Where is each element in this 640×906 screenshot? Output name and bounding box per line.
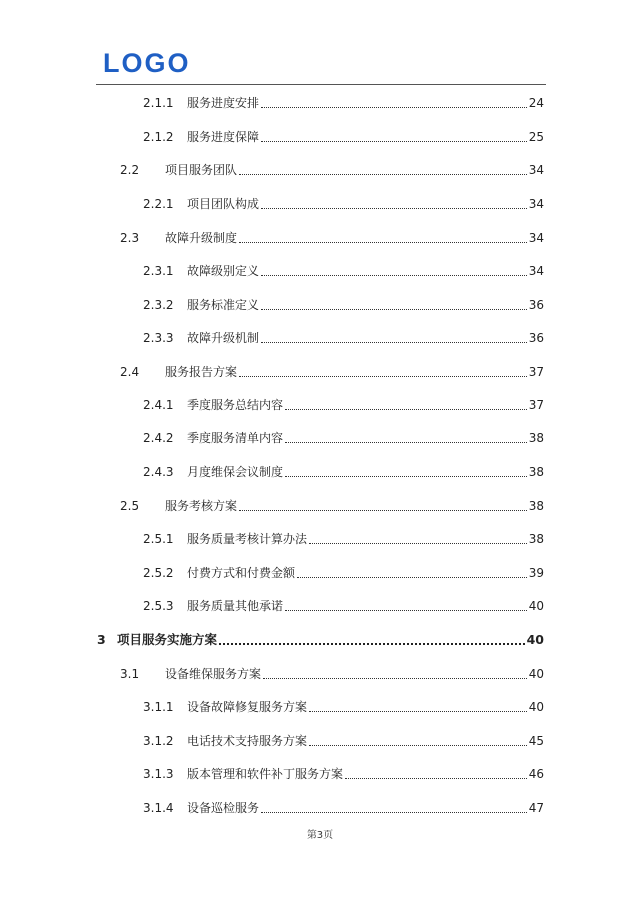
toc-entry-number: 2.5.3	[143, 599, 174, 613]
toc-entry-number: 2.4.2	[143, 431, 174, 445]
toc-entry-number: 3.1.4	[143, 801, 174, 815]
toc-entry[interactable]	[143, 127, 544, 147]
toc-entry-page: 36	[528, 298, 544, 312]
logo: LOGO	[103, 48, 191, 78]
dot-leader	[309, 711, 527, 712]
dot-leader	[219, 643, 525, 645]
toc-entry-title: 项目服务团队	[165, 163, 238, 177]
toc-entry[interactable]	[143, 194, 544, 214]
toc-entry-number: 2.4.1	[143, 398, 174, 412]
toc-entry[interactable]	[120, 160, 544, 180]
toc-entry-number: 2.2.1	[143, 197, 174, 211]
toc-entry-title: 服务质量考核计算办法	[187, 532, 308, 546]
toc-entry-page: 39	[528, 566, 544, 580]
toc-entry-number: 3.1.1	[143, 700, 174, 714]
toc-entry-title: 项目服务实施方案	[117, 632, 218, 647]
toc-entry-page: 40	[528, 667, 544, 681]
toc-entry-number: 3.1.3	[143, 767, 174, 781]
page-number-footer: 第3页	[306, 830, 334, 841]
toc-entry-number: 3.1	[120, 667, 140, 681]
toc-entry-number: 2.3	[120, 231, 140, 245]
dot-leader	[239, 242, 527, 243]
toc-entry[interactable]	[143, 428, 544, 448]
dot-leader	[261, 812, 527, 813]
toc-entry-title: 故障升级机制	[187, 331, 260, 345]
toc-entry-number: 2.1.2	[143, 130, 174, 144]
dot-leader	[297, 577, 527, 578]
toc-entry-number: 3.1.2	[143, 734, 174, 748]
toc-entry[interactable]	[143, 697, 544, 717]
toc-entry-title: 设备巡检服务	[187, 801, 260, 815]
dot-leader	[239, 510, 527, 511]
toc-entry-title: 服务进度保障	[187, 130, 260, 144]
toc-entry-number: 3	[97, 632, 106, 647]
toc-entry-title: 服务质量其他承诺	[187, 599, 284, 613]
toc-entry[interactable]	[143, 328, 544, 348]
toc-entry-title: 服务标准定义	[187, 298, 260, 312]
toc-entry-title: 版本管理和软件补丁服务方案	[187, 767, 344, 781]
dot-leader	[261, 141, 527, 142]
toc-entry-number: 2.3.1	[143, 264, 174, 278]
toc-entry[interactable]	[120, 362, 544, 382]
dot-leader	[285, 442, 527, 443]
toc-entry[interactable]	[120, 228, 544, 248]
toc-entry-page: 36	[528, 331, 544, 345]
toc-entry-title: 故障升级制度	[165, 231, 238, 245]
toc-entry-page: 34	[528, 163, 544, 177]
toc-entry-number: 2.5.2	[143, 566, 174, 580]
dot-leader	[309, 543, 527, 544]
toc-entry-page: 34	[528, 264, 544, 278]
toc-entry-title: 项目团队构成	[187, 197, 260, 211]
dot-leader	[261, 309, 527, 310]
dot-leader	[263, 678, 527, 679]
toc-chapter-entry[interactable]	[97, 630, 544, 650]
toc-entry[interactable]	[143, 529, 544, 549]
toc-entry-page: 38	[528, 532, 544, 546]
toc-entry[interactable]	[143, 295, 544, 315]
dot-leader	[239, 174, 527, 175]
toc-entry-page: 34	[528, 197, 544, 211]
toc-entry[interactable]	[143, 596, 544, 616]
toc-entry-title: 服务报告方案	[165, 365, 238, 379]
toc-entry[interactable]	[143, 563, 544, 583]
toc-entry-title: 月度维保会议制度	[187, 465, 284, 479]
toc-entry-page: 40	[526, 632, 544, 647]
toc-entry-page: 40	[528, 599, 544, 613]
toc-entry[interactable]	[143, 395, 544, 415]
toc-entry[interactable]	[143, 731, 544, 751]
toc-entry-number: 2.4	[120, 365, 140, 379]
toc-entry[interactable]	[143, 93, 544, 113]
dot-leader	[309, 745, 527, 746]
toc-entry-page: 24	[528, 96, 544, 110]
dot-leader	[261, 342, 527, 343]
toc-entry-number: 2.3.2	[143, 298, 174, 312]
toc-entry-page: 47	[528, 801, 544, 815]
toc-entry[interactable]	[143, 261, 544, 281]
toc-entry-page: 38	[528, 499, 544, 513]
dot-leader	[261, 208, 527, 209]
toc-entry-number: 2.1.1	[143, 96, 174, 110]
dot-leader	[239, 376, 527, 377]
toc-entry-title: 设备故障修复服务方案	[187, 700, 308, 714]
dot-leader	[261, 275, 527, 276]
toc-entry-number: 2.5	[120, 499, 140, 513]
toc-entry-title: 电话技术支持服务方案	[187, 734, 308, 748]
toc-entry-page: 25	[528, 130, 544, 144]
toc-entry-page: 37	[528, 398, 544, 412]
toc-entry-page: 38	[528, 431, 544, 445]
toc-entry-number: 2.4.3	[143, 465, 174, 479]
dot-leader	[285, 610, 527, 611]
toc-entry[interactable]	[143, 798, 544, 818]
toc-entry-title: 季度服务总结内容	[187, 398, 284, 412]
toc-entry-title: 服务考核方案	[165, 499, 238, 513]
toc-entry-title: 付费方式和付费金额	[187, 566, 296, 580]
toc-entry-title: 设备维保服务方案	[165, 667, 262, 681]
toc-entry-page: 34	[528, 231, 544, 245]
dot-leader	[285, 409, 527, 410]
toc-entry-page: 45	[528, 734, 544, 748]
toc-entry[interactable]	[143, 462, 544, 482]
toc-entry[interactable]	[120, 664, 544, 684]
dot-leader	[345, 778, 527, 779]
toc-entry-number: 2.2	[120, 163, 140, 177]
toc-entry-page: 37	[528, 365, 544, 379]
toc-entry-page: 46	[528, 767, 544, 781]
toc-entry-page: 40	[528, 700, 544, 714]
dot-leader	[285, 476, 527, 477]
toc-entry-title: 故障级别定义	[187, 264, 260, 278]
toc-entry[interactable]	[143, 764, 544, 784]
toc-entry-number: 2.5.1	[143, 532, 174, 546]
dot-leader	[261, 107, 527, 108]
toc-entry-number: 2.3.3	[143, 331, 174, 345]
toc-entry[interactable]	[120, 496, 544, 516]
toc-entry-page: 38	[528, 465, 544, 479]
toc-entry-title: 服务进度安排	[187, 96, 260, 110]
toc-entry-title: 季度服务清单内容	[187, 431, 284, 445]
